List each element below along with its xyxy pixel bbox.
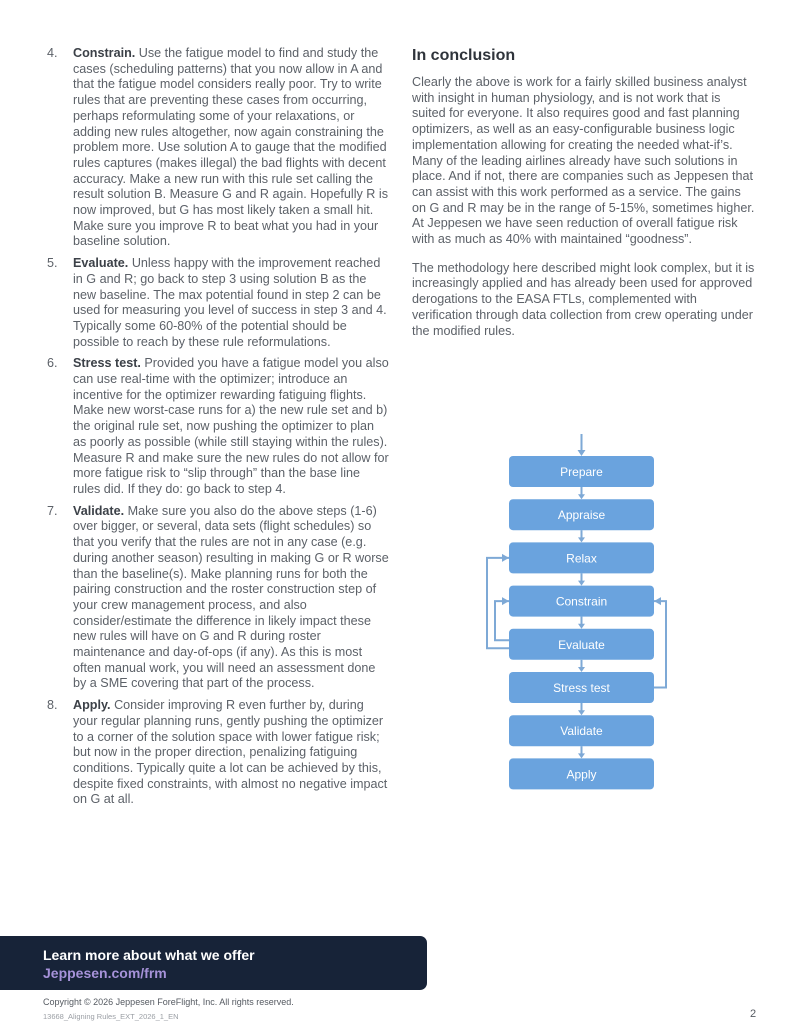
footer-link[interactable]: Jeppesen.com/frm [43, 965, 167, 981]
step-title: Stress test. [73, 356, 141, 371]
step-body: Unless happy with the improvement reached in G and R; go back to step 3 using solution B as the new baseline. The max potential found in step 2 can be used for measuring you level of success in step 3 and 4. Typically some 60-80% of the potential should be possible to reach by these rule reformulations. [73, 256, 387, 349]
step-number: 6. [47, 356, 58, 371]
flow-arrow-head [578, 667, 585, 672]
step-number: 7. [47, 503, 58, 518]
conclusion-paragraph: Clearly the above is work for a fairly skilled business analyst with insight in human physiology, and is not work that is suited for everyone. It also requires good and fast planning optimizers, as well as an easy-configurable business logic implementation allowing for creating the needed what-if’s. Many of the leading airlines already have such solutions in place. And if not, there are companies such as Jeppesen that can assist with this work performed as a service. The gains on G and R may be in the range of 5-15%, sometimes higher. At Jeppesen we have seen reduction of overall fatigue risk with as much as 40% with maintained “goodness”. [412, 75, 755, 247]
step-title: Constrain. [73, 46, 136, 60]
flow-label-prepare: Prepare [560, 465, 603, 479]
step-number: 5. [47, 256, 58, 271]
flow-label-relax: Relax [566, 551, 597, 566]
flow-label-appraise: Appraise [557, 508, 606, 523]
step-number: 8. [47, 698, 58, 713]
copyright-text: Copyright © 2026 Jeppesen ForeFlight, Inc. All rights reserved. [43, 997, 294, 1007]
flow-arrow-head [578, 710, 585, 715]
loop-stresstest-to-constrain [654, 601, 666, 687]
flow-arrow-head [578, 753, 585, 758]
step-title: Apply. [73, 698, 111, 713]
loop-evaluate-to-constrain-head [502, 597, 509, 605]
loop-evaluate-to-relax-head [502, 554, 509, 562]
entry-arrow-head [578, 450, 586, 456]
loop-evaluate-to-constrain [495, 601, 509, 640]
loop-evaluate-to-relax [487, 558, 509, 648]
step-number: 4. [47, 46, 58, 60]
flow-arrow-head [578, 624, 585, 629]
document-code: 13668_Aligning Rules_EXT_2026_1_EN [43, 1012, 179, 1021]
step-body: Make sure you also do the above steps (1-6) over bigger, or several, data sets (flight schedules) so that you verify that the rules are not in any case (e.g. during another season) resulting in making G or R worse than the baseline(s). Make planning runs for both the pairing construction and the roster construction step of your crew management process, and also consider/estimate the difference in likely impact these new rules will have on G and R during roster maintenance and day-of-ops (if any). As this is most often manual work, you will need an assessment done by a SME covering that part of the process. [73, 503, 389, 691]
footer-banner [0, 936, 427, 990]
flow-label-apply: Apply [566, 767, 597, 782]
page-number: 2 [750, 1008, 757, 1020]
flow-label-stress-test: Stress test [553, 681, 610, 695]
flow-label-constrain: Constrain [555, 594, 608, 609]
flow-arrow-head [578, 537, 585, 542]
flow-label-validate: Validate [560, 724, 603, 739]
flow-arrow-head [578, 494, 585, 499]
step-body: Use the fatigue model to find and study the cases (scheduling patterns) that you now allow in A and that the fatigue model considers really poor. Try to write rules that are preventing these cases from occurring, perhaps reformulating some of your relaxations, or adding new rules altogether, now again constraining the problem more. Use solution A to gauge that the modified rules captures (makes illegal) the bad flights with decent accuracy. Make a new run with this rule set calling the result solution B. Measure G and R again. Hopefully R is now improved, but G has most likely taken a small hit. Make sure you improve R to beat what you had in your baseline solution. [73, 46, 388, 249]
conclusion-paragraph: The methodology here described might look complex, but it is increasingly applied and has already been used for approved derogations to the EASA FTLs, complemented with verification through data collection from crew operating under the modified rules. [412, 260, 755, 338]
flow-arrow-head [578, 581, 585, 586]
step-title: Validate. [73, 503, 125, 518]
step-body: Consider improving R even further by, during your regular planning runs, gently pushing the optimizer to a corner of the solution space with lower fatigue risk; but now in the proper direction, penalizing fatiguing conditions. Typically quite a lot can be achieved by this, despite fixed constraints, with almost no negative impact on G at all. [73, 698, 388, 807]
flow-label-evaluate: Evaluate [558, 637, 605, 652]
loop-stresstest-to-constrain-head [654, 597, 661, 605]
conclusion-heading: In conclusion [412, 47, 516, 64]
step-body: Provided you have a fatigue model you also can use real-time with the optimizer; introduce an incentive for the optimizer rewarding fatiguing flights. Make new worst-case runs for a) the new rule set and b) the original rule set, now pushing the optimizer to plan as poorly as possible (while still staying within the rules). Measure R and make sure the new rules do not allow for more fatigue risk to “slip through” than the base line rules did. If they do: go back to step 4. [73, 356, 389, 496]
step-title: Evaluate. [73, 256, 129, 271]
footer-title: Learn more about what we offer [43, 947, 255, 963]
